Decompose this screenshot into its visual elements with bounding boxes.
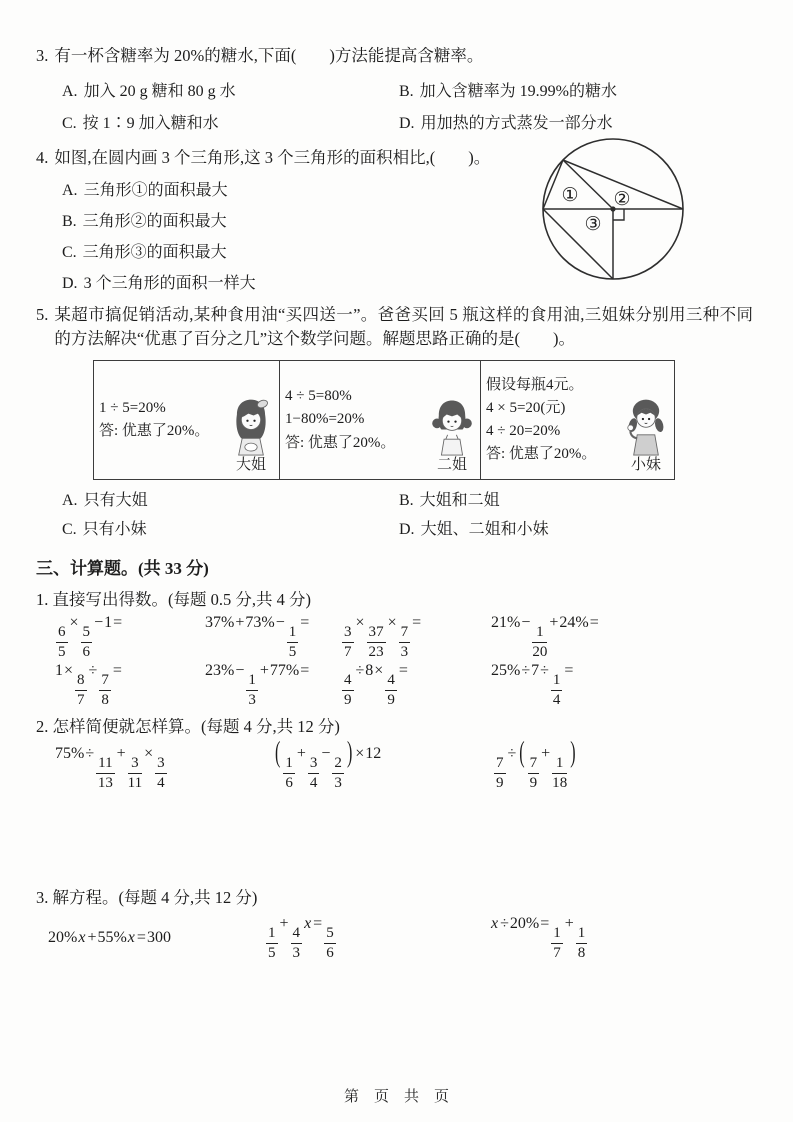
expression: 23%− $\frac{1}{3}$ +77%=: [205, 662, 310, 708]
expression: $\frac{7}{9}$ ÷ ( $\frac{7}{9}$ + $\frac{1}{18}$ ): [496, 737, 576, 791]
direct-calc-row-2: [36, 661, 753, 709]
equation-line: 4 × 5=20(元): [486, 399, 566, 416]
question-text: 某超市搞促销活动,某种食用油“买四送一”。爸爸买回 5 瓶这样的食用油,三姐妹分别用三种不同的方法解决“优惠了百分之几”这个数学问题。解题思路正确的是( )。: [54, 305, 753, 348]
expression: $\frac{3}{7}$ × $\frac{37}{23}$ × $\frac{7}{3}$ =: [344, 614, 422, 660]
waving-hand: [628, 425, 634, 431]
direct-calc-row-1: [36, 613, 753, 661]
expression: 37%+73%− $\frac{1}{5}$ =: [205, 614, 310, 660]
expression: $\frac{6}{5}$ × $\frac{5}{6}$ −1=: [58, 614, 123, 660]
expression: 21%− $\frac{1}{20}$ +24%=: [491, 614, 599, 660]
option-c: C. 只有小妹: [62, 521, 147, 538]
answer-line: 答: 优惠了20%。: [285, 434, 396, 451]
option-b: B. 大姐和二姐: [399, 492, 500, 509]
expression: 1× $\frac{8}{7}$ ÷ $\frac{7}{8}$ =: [55, 662, 122, 708]
option-d: D. 大姐、二姐和小妹: [399, 521, 549, 538]
question-5: [36, 303, 753, 544]
option-b: B. 加入含糖率为 19.99%的糖水: [399, 83, 618, 100]
option-b: B. 三角形②的面积最大: [62, 213, 227, 230]
simplify-row: [36, 737, 753, 794]
solution-methods-table: [93, 360, 675, 480]
equations-row: [36, 913, 753, 963]
second-sister-cell: [280, 361, 481, 480]
answer-line: 答: 优惠了20%。: [486, 446, 597, 463]
option-d: D. 3 个三角形的面积一样大: [62, 275, 256, 292]
question-number: 3.: [36, 46, 49, 65]
section-3-header: 三、计算题。(共 33 分): [36, 559, 209, 578]
question-number: 4.: [36, 148, 49, 167]
working-space: [36, 794, 753, 880]
option-d: D. 用加热的方式蒸发一部分水: [399, 115, 613, 132]
equation: 20%x +55%x =300: [48, 929, 171, 946]
question-text: 如图,在圆内画 3 个三角形,这 3 个三角形的面积相比,( )。: [54, 148, 491, 167]
option-a: A. 加入 20 g 糖和 80 g 水: [62, 83, 236, 100]
expression: 75%÷ $\frac{11}{13}$ + $\frac{3}{11}$ × $\frac{3}{4}$: [55, 745, 165, 791]
equation-line: 4 ÷ 5=80%: [285, 388, 352, 405]
equation: $\frac{1}{5}$ + $\frac{4}{3}$ x = $\frac{5}{6}$: [268, 915, 334, 961]
option-c: C. 按 1∶9 加入糖和水: [62, 115, 219, 132]
answer-line: 答: 优惠了20%。: [99, 423, 210, 439]
triangle-3-label: ③: [584, 214, 602, 235]
girl-name: 大姐: [235, 457, 266, 473]
page-footer: 第 页 共 页: [343, 1088, 449, 1105]
expression: $\frac{4}{9}$ ÷8× $\frac{4}{9}$ =: [344, 662, 408, 708]
question-text: 有一杯含糖率为 20%的糖水,下面( )方法能提高含糖率。: [54, 46, 484, 65]
direct-calc-header: 1. 直接写出得数。(每题 0.5 分,共 4 分): [36, 590, 311, 609]
question-5-options: [36, 486, 753, 544]
question-3-options: [36, 76, 753, 140]
equation-line: 4 ÷ 20=20%: [486, 423, 561, 439]
girl-waving-icon: [624, 396, 668, 456]
circle-triangles-diagram: [541, 137, 691, 287]
girl-name: 小妹: [630, 457, 661, 473]
option-a: A. 三角形①的面积最大: [62, 182, 228, 199]
girl-with-buns-icon: [430, 396, 474, 456]
girl-with-bow-icon: [229, 396, 273, 456]
youngest-sister-cell: [481, 361, 675, 480]
expression: ( $\frac{1}{6}$ + $\frac{3}{4}$ − $\frac{2}{3}$ ) ×12: [275, 737, 382, 791]
girl-name: 二姐: [436, 457, 467, 473]
equation-line: 假设每瓶4元。: [486, 376, 584, 393]
question-number: 5.: [36, 305, 49, 324]
option-a: A. 只有大姐: [62, 492, 148, 509]
question-3: [36, 44, 753, 140]
question-4: [36, 146, 753, 299]
equation: x ÷20%= $\frac{1}{7}$ + $\frac{1}{8}$: [491, 915, 586, 961]
equations-header: 3. 解方程。(每题 4 分,共 12 分): [36, 888, 258, 907]
triangle-2-label: ②: [613, 189, 631, 210]
simplify-header: 2. 怎样简便就怎样算。(每题 4 分,共 12 分): [36, 717, 340, 736]
eldest-sister-cell: [94, 361, 280, 480]
table-row: [94, 361, 675, 480]
triangle-1-label: ①: [561, 185, 579, 206]
option-c: C. 三角形③的面积最大: [62, 244, 227, 261]
equation-line: 1 ÷ 5=20%: [99, 399, 166, 416]
expression: 25%÷7÷ $\frac{1}{4}$ =: [491, 662, 574, 708]
equation-line: 1−80%=20%: [285, 411, 365, 428]
